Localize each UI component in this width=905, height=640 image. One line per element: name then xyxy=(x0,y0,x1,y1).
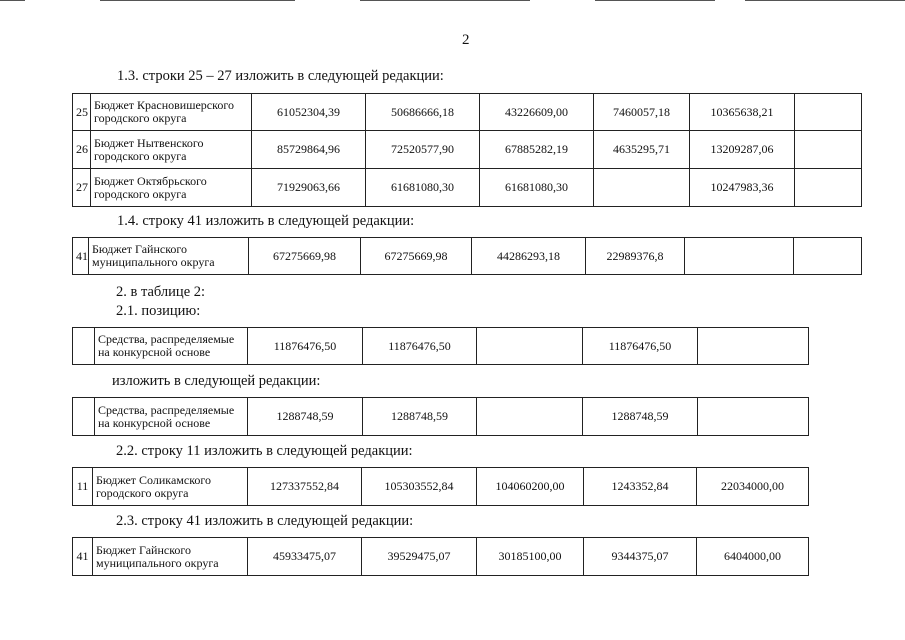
value-cell: 61681080,30 xyxy=(480,169,594,207)
value-cell xyxy=(794,238,862,275)
value-cell xyxy=(685,238,794,275)
value-cell: 1243352,84 xyxy=(584,468,697,506)
value-cell: 22034000,00 xyxy=(697,468,809,506)
value-cell: 22989376,8 xyxy=(586,238,685,275)
value-cell: 7460057,18 xyxy=(594,94,690,131)
row-number: 27 xyxy=(73,169,91,207)
value-cell: 11876476,50 xyxy=(363,328,477,365)
section-2-2-heading: 2.2. строку 11 изложить в следующей редакции: xyxy=(116,443,413,459)
value-cell: 1288748,59 xyxy=(363,398,477,436)
replace-heading: изложить в следующей редакции: xyxy=(112,373,321,389)
value-cell: 104060200,00 xyxy=(477,468,584,506)
value-cell: 67275669,98 xyxy=(361,238,472,275)
value-cell xyxy=(795,169,862,207)
value-cell: 1288748,59 xyxy=(583,398,698,436)
value-cell: 30185100,00 xyxy=(477,538,584,576)
scan-artifact xyxy=(745,0,905,1)
section-2-3-heading: 2.3. строку 41 изложить в следующей редакции: xyxy=(116,513,414,529)
row-number: 11 xyxy=(73,468,93,506)
value-cell xyxy=(698,328,809,365)
table-row-41-second xyxy=(72,537,809,576)
table-row xyxy=(73,398,809,436)
budget-name: Бюджет Гайнского муниципального округа xyxy=(93,538,248,576)
value-cell: 6404000,00 xyxy=(697,538,809,576)
value-cell: 13209287,06 xyxy=(690,131,795,169)
value-cell: 127337552,84 xyxy=(248,468,362,506)
table-row xyxy=(73,94,862,131)
value-cell xyxy=(795,131,862,169)
value-cell xyxy=(594,169,690,207)
row-number: 26 xyxy=(73,131,91,169)
budget-name: Бюджет Соликамского городского округа xyxy=(93,468,248,506)
budget-name: Бюджет Октябрьского городского округа xyxy=(91,169,252,207)
row-number xyxy=(73,328,95,365)
value-cell: 71929063,66 xyxy=(252,169,366,207)
section-1-4-heading: 1.4. строку 41 изложить в следующей редакции: xyxy=(117,213,415,229)
row-number: 41 xyxy=(73,238,89,275)
scan-artifact xyxy=(0,0,25,1)
table-position-replacement xyxy=(72,397,809,436)
table-row xyxy=(73,538,809,576)
budget-name: Средства, распределяемые на конкурсной основе xyxy=(95,328,248,365)
value-cell: 1288748,59 xyxy=(248,398,363,436)
value-cell: 61052304,39 xyxy=(252,94,366,131)
value-cell: 105303552,84 xyxy=(362,468,477,506)
value-cell: 10365638,21 xyxy=(690,94,795,131)
table-row xyxy=(73,169,862,207)
row-number: 25 xyxy=(73,94,91,131)
value-cell: 72520577,90 xyxy=(366,131,480,169)
page-number: 2 xyxy=(462,32,470,48)
value-cell: 10247983,36 xyxy=(690,169,795,207)
value-cell: 67885282,19 xyxy=(480,131,594,169)
table-row xyxy=(73,468,809,506)
value-cell: 61681080,30 xyxy=(366,169,480,207)
value-cell: 45933475,07 xyxy=(248,538,362,576)
value-cell: 50686666,18 xyxy=(366,94,480,131)
scan-artifact xyxy=(595,0,715,1)
budget-name: Бюджет Гайнского муниципального округа xyxy=(89,238,249,275)
table-rows-25-27 xyxy=(72,93,862,207)
value-cell: 11876476,50 xyxy=(248,328,363,365)
value-cell: 11876476,50 xyxy=(583,328,698,365)
section-2-heading: 2. в таблице 2: xyxy=(116,284,206,300)
value-cell: 43226609,00 xyxy=(480,94,594,131)
table-position-original xyxy=(72,327,809,365)
value-cell xyxy=(698,398,809,436)
budget-name: Средства, распределяемые на конкурсной основе xyxy=(95,398,248,436)
table-row-41-first xyxy=(72,237,862,275)
table-row xyxy=(73,328,809,365)
table-row xyxy=(73,131,862,169)
budget-name: Бюджет Нытвенского городского округа xyxy=(91,131,252,169)
value-cell: 39529475,07 xyxy=(362,538,477,576)
value-cell: 85729864,96 xyxy=(252,131,366,169)
scan-artifact xyxy=(360,0,530,1)
section-2-1-heading: 2.1. позицию: xyxy=(116,303,201,319)
value-cell xyxy=(795,94,862,131)
row-number xyxy=(73,398,95,436)
scan-artifact xyxy=(100,0,295,1)
value-cell xyxy=(477,328,583,365)
budget-name: Бюджет Красновишерского городского округа xyxy=(91,94,252,131)
value-cell: 67275669,98 xyxy=(249,238,361,275)
section-1-3-heading: 1.3. строки 25 – 27 изложить в следующей редакции: xyxy=(117,68,444,84)
table-row xyxy=(73,238,862,275)
value-cell: 44286293,18 xyxy=(472,238,586,275)
value-cell: 9344375,07 xyxy=(584,538,697,576)
row-number: 41 xyxy=(73,538,93,576)
table-row-11 xyxy=(72,467,809,506)
value-cell: 4635295,71 xyxy=(594,131,690,169)
value-cell xyxy=(477,398,583,436)
